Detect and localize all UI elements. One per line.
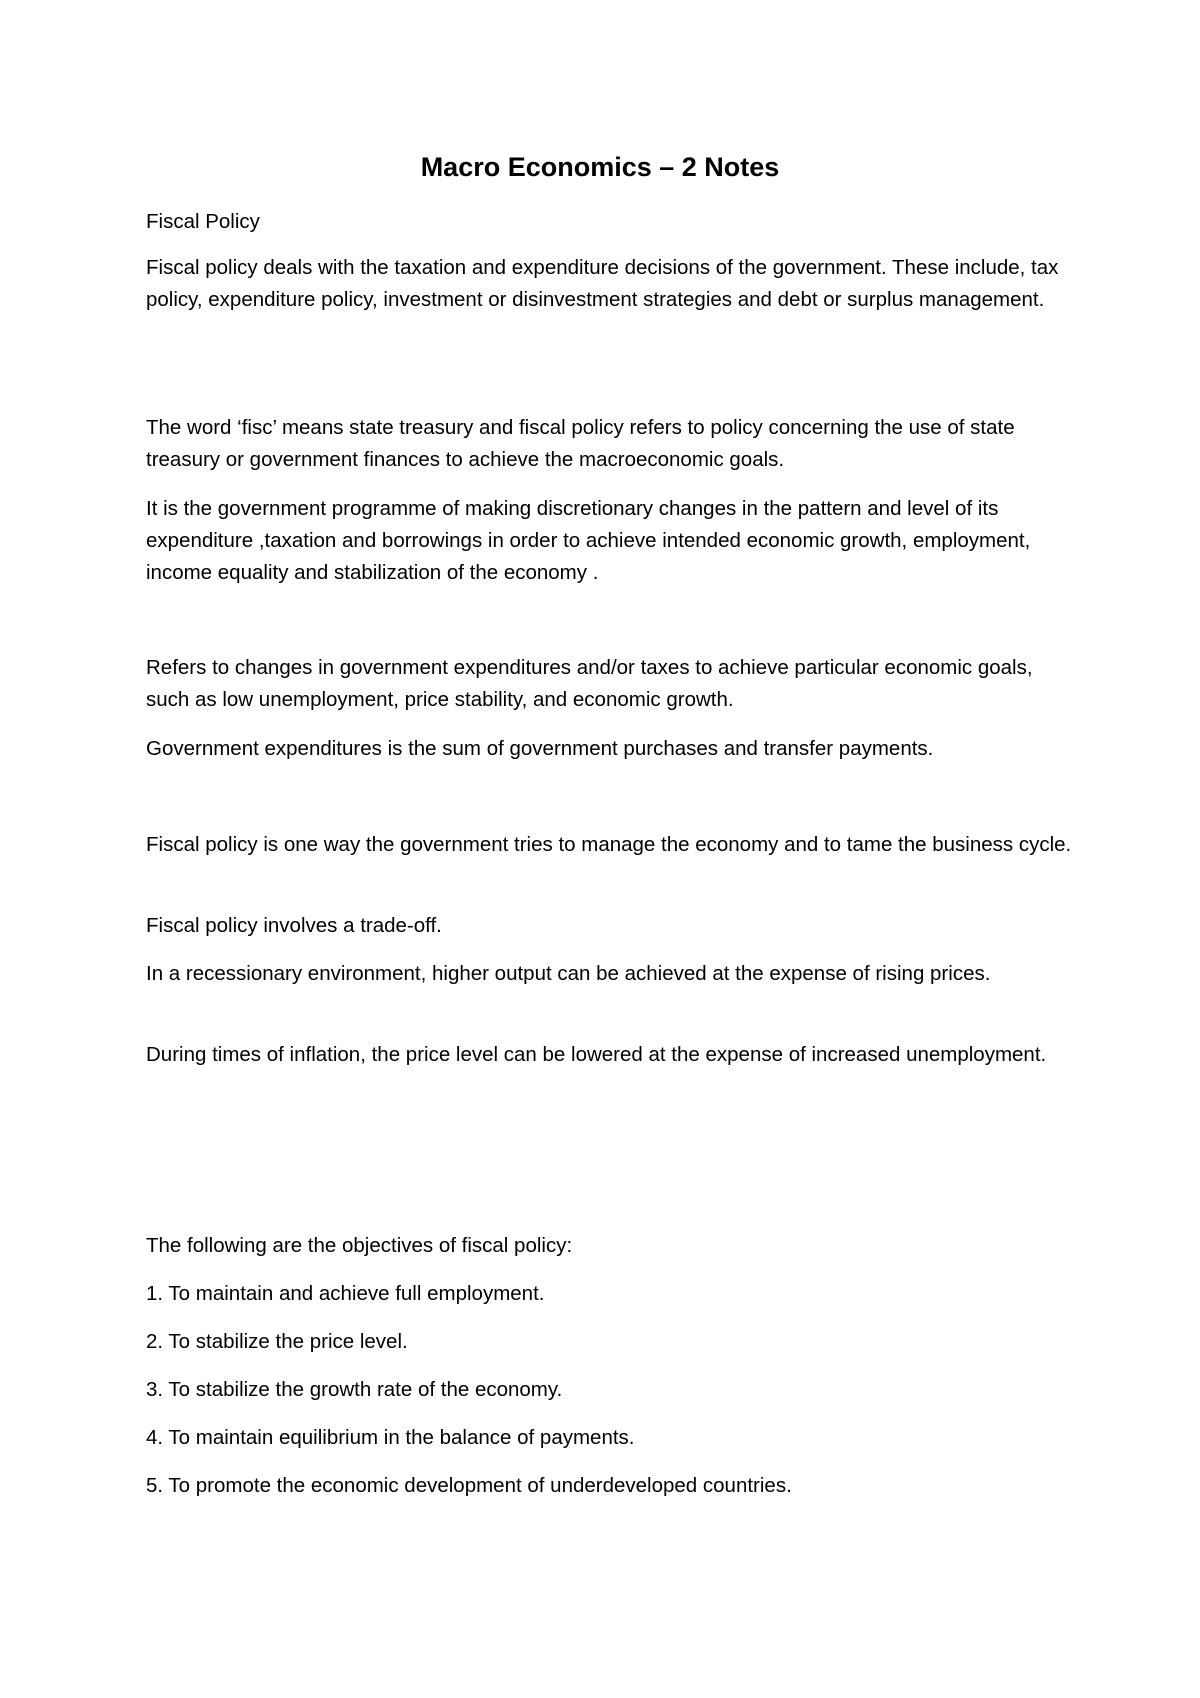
- paragraph-manage-economy: Fiscal policy is one way the government tries to manage the economy and to tame the business cycle.: [146, 833, 1072, 856]
- objective-item: 2. To stabilize the price level.: [146, 1330, 408, 1353]
- paragraph-fisc-meaning: The word ‘fisc’ means state treasury and fiscal policy refers to policy concerning the use of state treasury or government finances to achieve the macroeconomic goals.: [146, 416, 1015, 471]
- objective-item: 3. To stabilize the growth rate of the economy.: [146, 1378, 563, 1401]
- paragraph-definition: Fiscal policy deals with the taxation and expenditure decisions of the government. These include, tax policy, expenditure policy, investment or disinvestment strategies and debt or surplus management.: [146, 256, 1059, 311]
- objective-item: 5. To promote the economic development of underdeveloped countries.: [146, 1474, 792, 1497]
- page-title: Macro Economics – 2 Notes: [420, 152, 780, 182]
- paragraph-recessionary: In a recessionary environment, higher output can be achieved at the expense of rising prices.: [146, 962, 991, 985]
- paragraph-trade-off: Fiscal policy involves a trade-off.: [146, 914, 442, 937]
- objective-item: 4. To maintain equilibrium in the balance of payments.: [146, 1426, 635, 1449]
- paragraph-inflation: During times of inflation, the price level can be lowered at the expense of increased unemployment.: [146, 1043, 1047, 1066]
- section-heading: Fiscal Policy: [146, 210, 260, 233]
- paragraph-government-expenditures: Government expenditures is the sum of government purchases and transfer payments.: [146, 737, 934, 760]
- paragraph-refers-to-changes: Refers to changes in government expenditures and/or taxes to achieve particular economic goals, such as low unemployment, price stability, and economic growth.: [146, 656, 1033, 711]
- objectives-intro: The following are the objectives of fiscal policy:: [146, 1234, 573, 1257]
- paragraph-government-programme: It is the government programme of making discretionary changes in the pattern and level of its expenditure ,taxation and borrowings in order to achieve intended economic growth, employment, income equality and stabilization of the economy .: [146, 497, 1031, 584]
- objective-item: 1. To maintain and achieve full employment.: [146, 1282, 545, 1305]
